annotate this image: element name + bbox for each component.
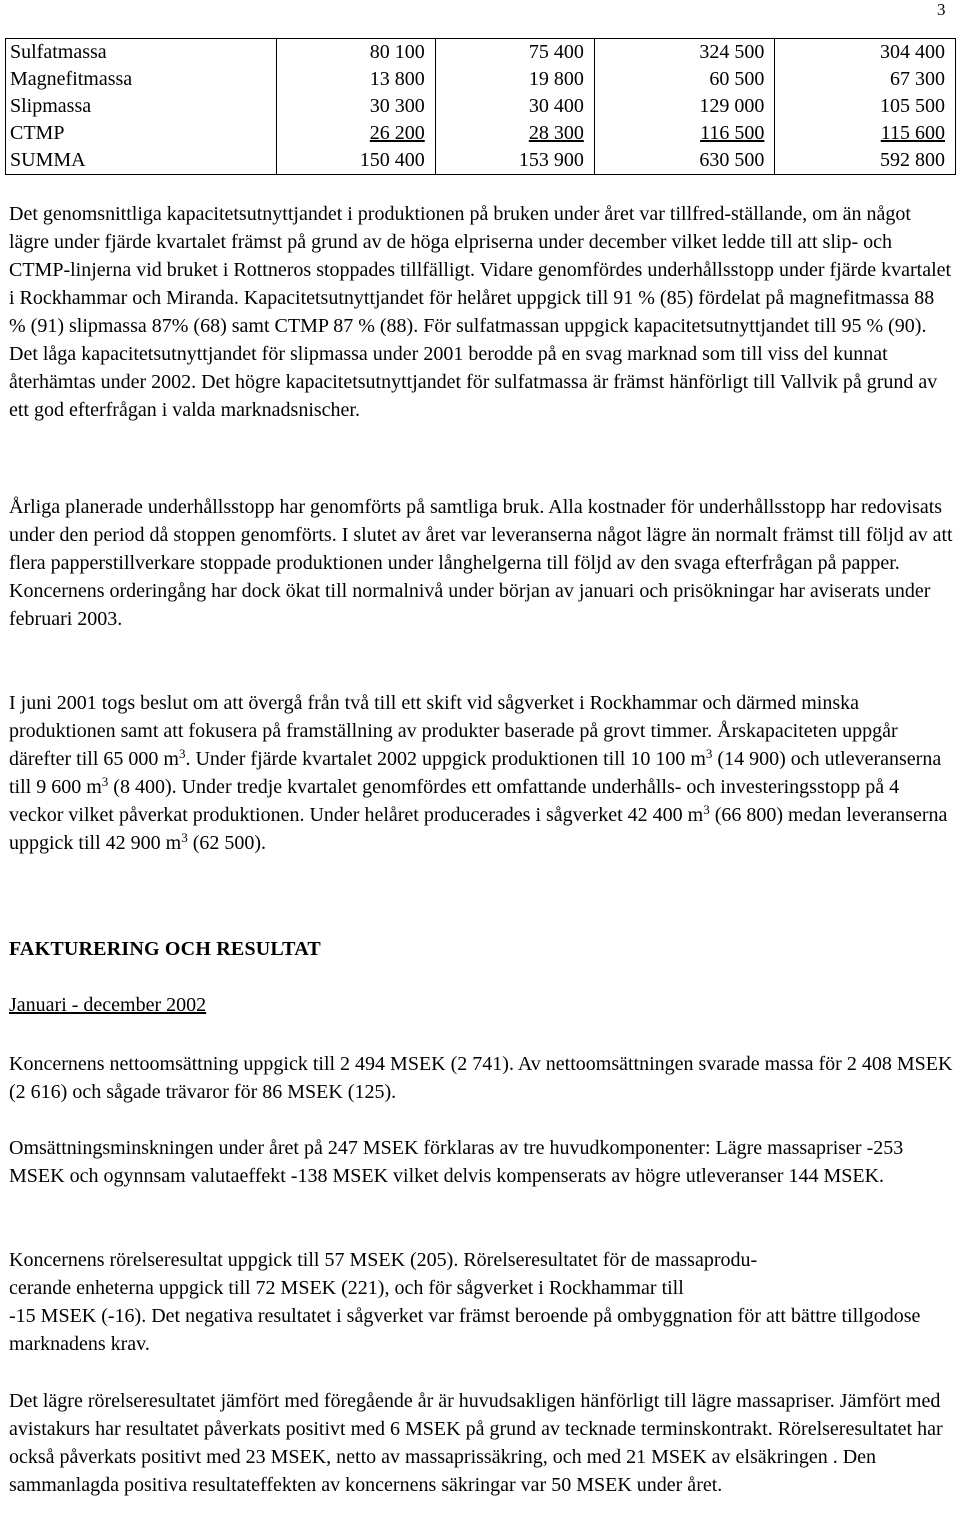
table-cell: 67 300 [775, 66, 956, 93]
row-label: Magnefitmassa [6, 66, 277, 93]
paragraph-operating-line3: -15 MSEK (-16). Det negativa resultatet i sågverket var främst beroende på ombyggnation för att bättre tillgodose marknadens krav. [9, 1305, 921, 1355]
table-cell: 30 400 [435, 93, 594, 120]
table-cell: 28 300 [435, 120, 594, 147]
table-cell: 19 800 [435, 66, 594, 93]
table-cell: 153 900 [435, 147, 594, 175]
table-cell: 129 000 [594, 93, 775, 120]
table-row [6, 120, 956, 147]
table-row [6, 93, 956, 120]
table-row [6, 147, 956, 175]
paragraph-operating-line2: cerande enheterna uppgick till 72 MSEK (221), och för sågverket i Rockhammar till [9, 1277, 684, 1299]
table-cell: 116 500 [594, 120, 775, 147]
section-subheading: Januari - december 2002 [9, 994, 207, 1016]
table-cell: 150 400 [276, 147, 435, 175]
table-row [6, 39, 956, 67]
section-heading: FAKTURERING OCH RESULTAT [9, 938, 321, 960]
page-number: 3 [937, 0, 946, 19]
table-cell: 304 400 [775, 39, 956, 67]
paragraph-sawmill [9, 689, 954, 857]
row-label: Slipmassa [6, 93, 277, 120]
paragraph-decrease-text: Omsättningsminskningen under året på 247 MSEK förklaras av tre huvudkomponenter: Lägre massapriser -253 MSEK och ogynnsam valutaeffekt -138 MSEK vilket delvis kompenserats av högre utleveranser 144 MSEK. [9, 1137, 904, 1187]
row-label: CTMP [6, 120, 277, 147]
table-cell: 592 800 [775, 147, 956, 175]
paragraph-capacity [9, 200, 954, 424]
paragraph-operating-line1: Koncernens rörelseresultat uppgick till 57 MSEK (205). Rörelseresultatet för de massaprodu- [9, 1249, 758, 1271]
paragraph-maintenance [9, 493, 954, 633]
row-label: SUMMA [6, 147, 277, 175]
table-cell: 13 800 [276, 66, 435, 93]
table-cell: 105 500 [775, 93, 956, 120]
paragraph-sales [9, 1050, 954, 1106]
paragraph-decrease [9, 1134, 954, 1190]
table-cell: 26 200 [276, 120, 435, 147]
row-label: Sulfatmassa [6, 39, 277, 67]
table-cell: 60 500 [594, 66, 775, 93]
table-cell: 324 500 [594, 39, 775, 67]
table-cell: 630 500 [594, 147, 775, 175]
production-table [5, 38, 956, 175]
table-row [6, 66, 956, 93]
paragraph-maintenance-text: Årliga planerade underhållsstopp har genomförts på samtliga bruk. Alla kostnader för underhållsstopp har redovisats under den period då stoppen genomförts. I slutet av året var leveranserna något lägre än normalt främst till följd av att flera papperstillverkare stoppade produktionen under långhelgerna till följd av den svaga efterfrågan på papper. Koncernens orderingång har dock ökat till normalnivå under början av januari och prisökningar har aviserats under februari 2003. [9, 496, 953, 630]
table-cell: 30 300 [276, 93, 435, 120]
paragraph-capacity-text: Det genomsnittliga kapacitetsutnyttjandet i produktionen på bruken under året var tillfred-ställande, om än något lägre under fjärde kvartalet främst på grund av de höga elpriserna under december vilket ledde till att slip- och CTMP-linjerna vid bruket i Rottneros stoppades tillfälligt. Vidare genomfördes underhållsstopp under fjärde kvartalet i Rockhammar och Miranda. Kapacitetsutnyttjandet för helåret uppgick till 91 % (85) fördelat på magnefitmassa 88 % (91) slipmassa 87% (68) samt CTMP 87 % (88). För sulfatmassan uppgick kapacitetsutnyttjandet till 95 % (90). Det låga kapacitetsutnyttjandet för slipmassa under 2001 berodde på en svag marknad som till viss del kunnat återhämtas under 2002. Det högre kapacitetsutnyttjandet för sulfatmassa är främst hänförligt till Vallvik på grund av ett god efterfrågan i valda marknadsnischer. [9, 203, 952, 421]
table-cell: 80 100 [276, 39, 435, 67]
table-cell: 75 400 [435, 39, 594, 67]
paragraph-hedging-text: Det lägre rörelseresultatet jämfört med föregående år är huvudsakligen hänförligt till lägre massapriser. Jämfört med avistakurs har resultatet påverkats positivt med 6 MSEK på grund av tecknade terminskontrakt. Rörelseresultatet har också påverkats positivt med 23 MSEK, netto av massaprissäkring, och med 21 MSEK av elsäkringen . Den sammanlagda positiva resultateffekten av koncernens säkringar var 50 MSEK under året. [9, 1390, 943, 1496]
table-cell: 115 600 [775, 120, 956, 147]
paragraph-sawmill-text: I juni 2001 togs beslut om att övergå från två till ett skift vid sågverket i Rockhammar och därmed minska produktionen samt att fokusera på framställning av produkter baserade på grovt timmer. Årskapaciteten uppgår därefter till 65 000 $m^3$. Under fjärde kvartalet 2002 uppgick produktionen till 10 100 $m^3$ (14 900) och utleveranserna till 9 600 $m^3$ (8 400). Under tredje kvartalet genomfördes ett omfattande underhålls- och investeringsstopp på 4 veckor vilket påverkat produktionen. Under helåret producerades i sågverket 42 400 $m^3$ (66 800) medan leveranserna uppgick till 42 900 $m^3$ (62 500). [9, 692, 948, 854]
paragraph-sales-text: Koncernens nettoomsättning uppgick till 2 494 MSEK (2 741). Av nettoomsättningen svarade massa för 2 408 MSEK (2 616) och sågade trävaror för 86 MSEK (125). [9, 1053, 953, 1103]
paragraph-hedging [9, 1387, 954, 1499]
paragraph-operating [9, 1246, 954, 1358]
